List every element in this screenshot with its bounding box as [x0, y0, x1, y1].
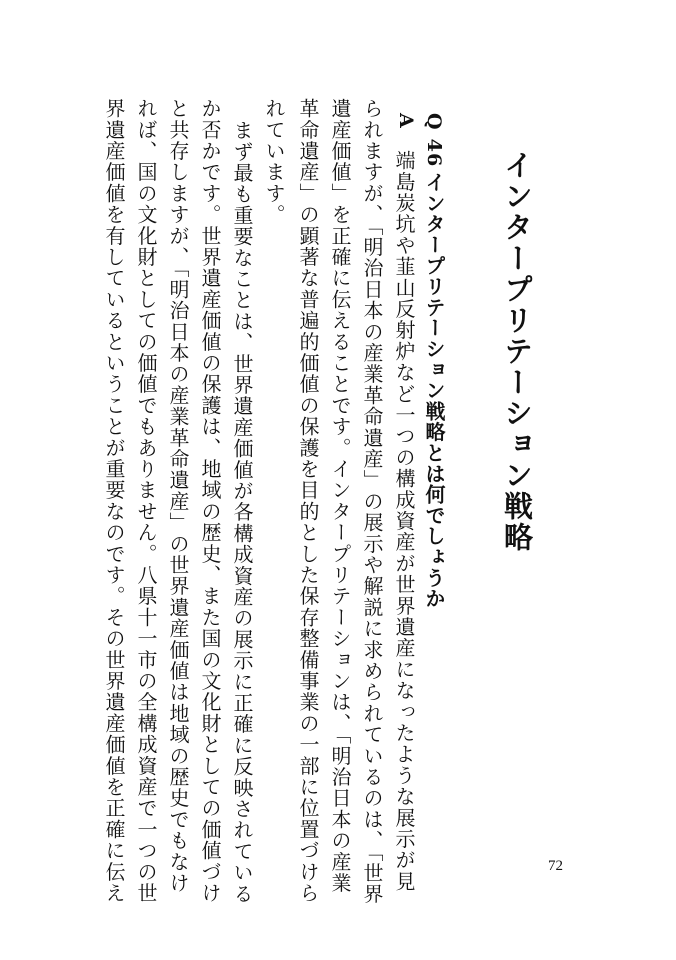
question-text: インタープリテーション戦略とは何でしょうか: [422, 172, 446, 609]
answer-line: まず最も重要なことは、世界遺産価値が各構成資産の展示に正確に反映されている: [230, 120, 254, 905]
answer-line: 革命遺産」の顕著な普遍的価値の保護を目的とした保存整備事業の一部に位置づけら: [296, 98, 320, 904]
answer-line: られますが、「明治日本の産業革命遺産」の展示や解説に求められているのは、「世界: [360, 98, 384, 905]
question-label: Q 46: [423, 113, 445, 168]
page-number: 72: [548, 858, 563, 874]
page-title: インタープリテーション戦略: [500, 150, 534, 553]
answer-line: れば、国の文化財としての価値でもありません。八県十一市の全構成資産で一つの世: [134, 98, 158, 904]
answer-line: れています。: [262, 98, 286, 226]
answer-line: 端島炭坑や韮山反射炉など一つの構成資産が世界遺産になったような展示が見: [392, 150, 416, 892]
answer-line: と共存しますが、「明治日本の産業革命遺産」の世界遺産価値は地域の歴史でもなけ: [166, 98, 190, 894]
answer-line: 界遺産価値を有しているということが重要なのです。その世界遺産価値を正確に伝え: [102, 98, 126, 904]
answer-line: か否かです。世界遺産価値の保護は、地域の歴史、また国の文化財としての価値づけ: [198, 98, 222, 904]
answer-line: 遺産価値」を正確に伝えることです。インタープリテーションは、「明治日本の産業: [328, 98, 352, 894]
answer-label: A: [395, 113, 417, 129]
